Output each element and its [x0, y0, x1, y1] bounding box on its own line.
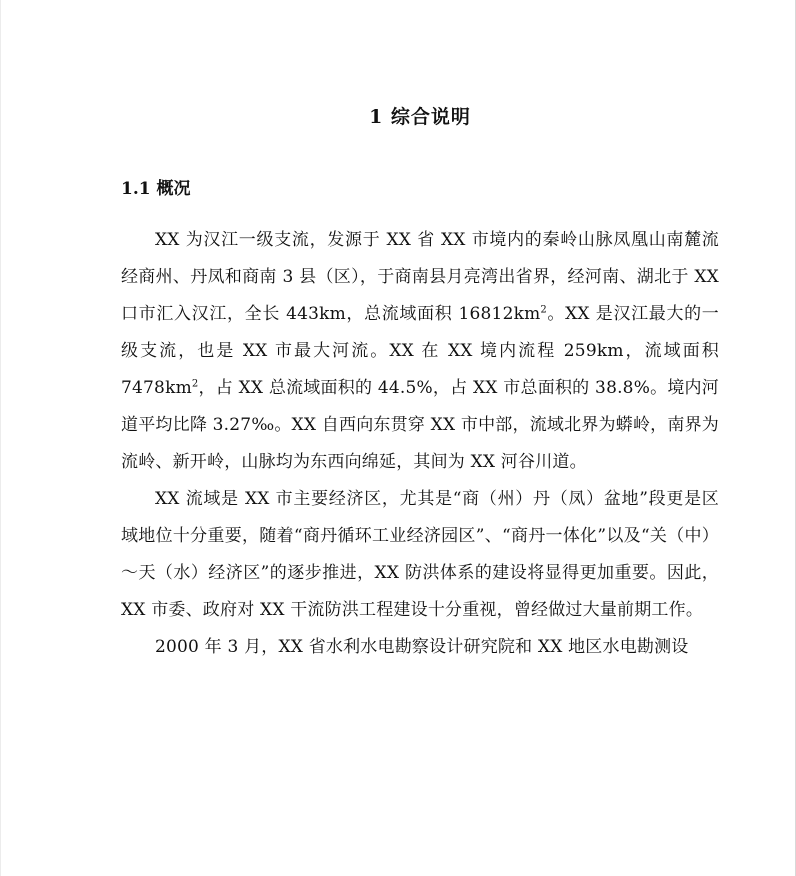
paragraph-overview-river	[121, 222, 719, 481]
paragraph-history: 2000 年 3 月，XX 省水利水电勘察设计研究院和 XX 地区水电勘测设	[155, 637, 689, 657]
page-left-edge	[0, 0, 1, 876]
paragraph-1-part-b: 。XX 是汉江最大的一级支流，也是 XX 市最大河流。XX 在 XX 境内流程 259km，流域面积 7478km	[121, 304, 719, 398]
superscript-area-unit: 2	[540, 304, 547, 316]
paragraph-1-part-a: XX 为汉江一级支流，发源于 XX 省 XX 市境内的秦岭山脉凤凰山南麓流经商州、丹凤和商南 3 县（区），于商南县月亮湾出省界，经河南、湖北于 XX 口市汇入汉江，全长 443km，总流域面积 16812km	[121, 230, 719, 324]
section-title: 1.1 概况	[121, 179, 191, 199]
paragraph-1-part-c: ，占 XX 总流域面积的 44.5%，占 XX 市总面积的 38.8%。境内河道平均比降 3.27‰。XX 自西向东贯穿 XX 市中部，流域北界为蟒岭，南界为流岭、新开岭，山脉均为东西向绵延，其间为 XX 河谷川道。	[121, 378, 719, 472]
paragraph-economic-zone: XX 流域是 XX 市主要经济区，尤其是“商（州）丹（凤）盆地”段更是区域地位十分重要，随着“商丹循环工业经济园区”、“商丹一体化”以及“关（中）～天（水）经济区”的逐步推进，XX 防洪体系的建设将显得更加重要。因此，XX 市委、政府对 XX 干流防洪工程建设十分重视，曾经做过大量前期工作。	[121, 489, 719, 620]
document-body	[121, 222, 719, 666]
chapter-title: 1 综合说明	[369, 106, 471, 128]
superscript-area-unit: 2	[191, 378, 199, 390]
